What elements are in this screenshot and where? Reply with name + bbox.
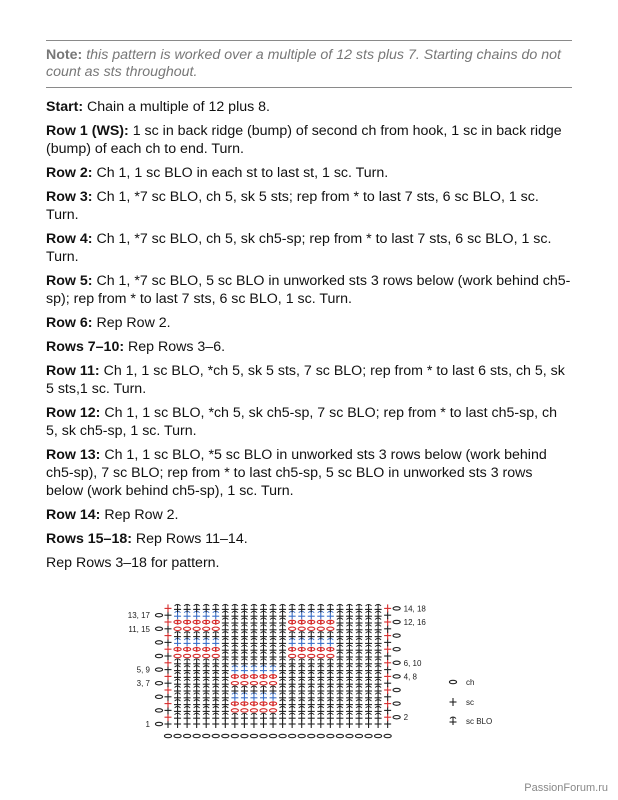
ch-symbol	[231, 682, 238, 685]
ch-symbol	[203, 627, 210, 630]
row-text: Ch 1, *7 sc BLO, ch 5, sk 5 sts; rep from * to last 7 sts, 6 sc BLO, 1 sc. Turn.	[46, 189, 539, 223]
ch-symbol	[269, 709, 276, 712]
ch-symbol	[289, 734, 296, 737]
chart-label: ch	[466, 678, 475, 687]
ch-symbol	[155, 695, 162, 698]
row-instruction	[46, 554, 572, 572]
row-instruction	[46, 530, 572, 548]
ch-symbol	[260, 734, 267, 737]
ch-symbol	[155, 709, 162, 712]
ch-symbol	[327, 627, 334, 630]
chart-label: 4, 8	[403, 672, 417, 682]
ch-symbol	[241, 682, 248, 685]
ch-symbol	[174, 627, 181, 630]
chart-label: sc	[466, 698, 474, 707]
row-label: Row 14:	[46, 507, 101, 523]
ch-symbol	[193, 734, 200, 737]
ch-symbol	[336, 734, 343, 737]
stitch-chart	[110, 596, 510, 742]
ch-symbol	[298, 654, 305, 657]
chart-label: 6, 10	[403, 658, 422, 668]
ch-symbol	[174, 734, 181, 737]
row-text: Rep Row 2.	[96, 315, 171, 331]
row-instruction	[46, 272, 572, 308]
ch-symbol	[346, 734, 353, 737]
chart-label: 1	[145, 720, 150, 729]
row-label: Row 4:	[46, 231, 93, 247]
row-instruction	[46, 404, 572, 440]
row-text: Chain a multiple of 12 plus 8.	[87, 99, 270, 115]
chart-label: 13, 17	[127, 611, 150, 621]
ch-symbol	[193, 654, 200, 657]
row-label: Row 2:	[46, 165, 93, 181]
ch-symbol	[155, 654, 162, 657]
ch-symbol	[449, 680, 456, 683]
ch-symbol	[155, 668, 162, 671]
chart-label: 11, 15	[128, 624, 150, 634]
ch-symbol	[155, 722, 162, 725]
note-text: this pattern is worked over a multiple of 12 sts plus 7. Starting chains do not count as sts throughout.	[46, 47, 561, 80]
row-instruction	[46, 506, 572, 524]
ch-symbol	[393, 688, 400, 691]
ch-symbol	[203, 734, 210, 737]
ch-symbol	[250, 709, 257, 712]
ch-symbol	[222, 734, 229, 737]
ch-symbol	[174, 654, 181, 657]
ch-symbol	[250, 682, 257, 685]
row-label: Row 12:	[46, 405, 101, 421]
row-label: Row 11:	[46, 363, 100, 379]
chart-label: 14, 18	[403, 604, 426, 614]
ch-symbol	[298, 734, 305, 737]
row-instruction	[46, 98, 572, 116]
ch-symbol	[289, 654, 296, 657]
ch-symbol	[393, 607, 400, 610]
row-instructions	[46, 98, 572, 578]
ch-symbol	[184, 734, 191, 737]
ch-symbol	[393, 661, 400, 664]
ch-symbol	[365, 734, 372, 737]
ch-symbol	[327, 734, 334, 737]
ch-symbol	[327, 654, 334, 657]
row-label: Row 6:	[46, 315, 93, 331]
chart-label: sc BLO	[466, 717, 493, 726]
ch-symbol	[241, 734, 248, 737]
ch-symbol	[155, 641, 162, 644]
row-instruction	[46, 188, 572, 224]
ch-symbol	[260, 709, 267, 712]
ch-symbol	[260, 682, 267, 685]
ch-symbol	[375, 734, 382, 737]
row-text: Rep Rows 3–6.	[128, 339, 226, 355]
row-text: Rep Rows 11–14.	[135, 531, 248, 547]
ch-symbol	[279, 734, 286, 737]
watermark-text: PassionForum.ru	[524, 782, 608, 794]
ch-symbol	[184, 654, 191, 657]
ch-symbol	[155, 614, 162, 617]
stitch-chart-svg	[110, 596, 510, 742]
row-instruction	[46, 338, 572, 356]
ch-symbol	[317, 734, 324, 737]
row-instruction	[46, 164, 572, 182]
row-text: Rep Row 2.	[104, 507, 179, 523]
ch-symbol	[269, 734, 276, 737]
ch-symbol	[308, 734, 315, 737]
ch-symbol	[393, 634, 400, 637]
ch-symbol	[231, 734, 238, 737]
chart-label: 12, 16	[403, 618, 426, 627]
ch-symbol	[308, 627, 315, 630]
ch-symbol	[269, 682, 276, 685]
ch-symbol	[193, 627, 200, 630]
ch-symbol	[155, 627, 162, 630]
ch-symbol	[231, 709, 238, 712]
row-instruction	[46, 362, 572, 398]
row-label: Row 3:	[46, 189, 93, 205]
row-text: Ch 1, 1 sc BLO, *ch 5, sk 5 sts, 7 sc BLO; rep from * to last 6 sts, ch 5, sk 5 sts,1 sc. Turn.	[46, 363, 565, 397]
chart-label: 2	[403, 713, 409, 723]
row-text: Ch 1, 1 sc BLO, *ch 5, sk ch5-sp, 7 sc BLO; rep from * to last ch5-sp, ch 5, sk ch5-sp, 1 sc. Turn.	[46, 405, 557, 439]
row-label: Rows 7–10:	[46, 339, 125, 355]
ch-symbol	[393, 620, 400, 623]
ch-symbol	[393, 702, 400, 705]
row-instruction	[46, 314, 572, 332]
ch-symbol	[212, 627, 219, 630]
ch-symbol	[393, 648, 400, 651]
ch-symbol	[393, 716, 400, 719]
ch-symbol	[241, 709, 248, 712]
ch-symbol	[212, 654, 219, 657]
row-label: Row 5:	[46, 273, 93, 289]
chart-label: 3, 7	[136, 679, 150, 689]
row-text: Ch 1, 1 sc BLO, *5 sc BLO in unworked sts 3 rows below (work behind ch5-sp), 7 sc BLO; rep from * to last ch5-sp, 5 sc BLO in unworked sts 3 rows below (work behind ch5-sp), 1 sc. Turn.	[46, 447, 547, 499]
row-text: Rep Rows 3–18 for pattern.	[46, 555, 220, 571]
ch-symbol	[298, 627, 305, 630]
row-label: Row 13:	[46, 447, 101, 463]
ch-symbol	[212, 734, 219, 737]
ch-symbol	[317, 627, 324, 630]
ch-symbol	[184, 627, 191, 630]
row-text: Ch 1, *7 sc BLO, ch 5, sk ch5-sp; rep from * to last 7 sts, 6 sc BLO, 1 sc. Turn.	[46, 231, 552, 265]
row-label: Row 1 (WS):	[46, 123, 129, 139]
ch-symbol	[155, 682, 162, 685]
row-instruction	[46, 122, 572, 158]
row-label: Start:	[46, 99, 84, 115]
ch-symbol	[384, 734, 391, 737]
ch-symbol	[289, 627, 296, 630]
ch-symbol	[164, 734, 171, 737]
chart-label: 5, 9	[136, 665, 150, 675]
ch-symbol	[308, 654, 315, 657]
row-instruction	[46, 230, 572, 266]
row-label: Rows 15–18:	[46, 531, 132, 547]
row-instruction	[46, 446, 572, 500]
ch-symbol	[250, 734, 257, 737]
note-box	[46, 40, 572, 88]
ch-symbol	[355, 734, 362, 737]
ch-symbol	[393, 675, 400, 678]
ch-symbol	[317, 654, 324, 657]
ch-symbol	[203, 654, 210, 657]
note-label: Note:	[46, 47, 83, 63]
row-text: 1 sc in back ridge (bump) of second ch from hook, 1 sc in back ridge (bump) of each ch to end. Turn.	[46, 123, 562, 157]
row-text: Ch 1, 1 sc BLO in each st to last st, 1 sc. Turn.	[96, 165, 389, 181]
row-text: Ch 1, *7 sc BLO, 5 sc BLO in unworked sts 3 rows below (work behind ch5-sp); rep from * to last 7 sts, 6 sc BLO, 1 sc. Turn.	[46, 273, 571, 307]
